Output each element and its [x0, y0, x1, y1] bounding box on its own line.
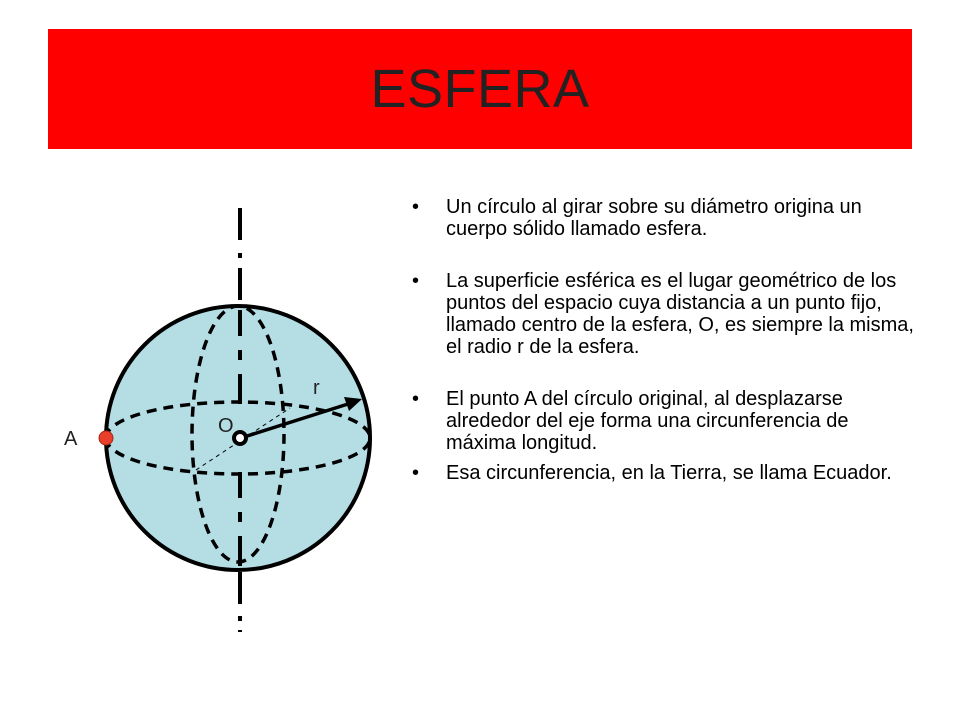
bullet-item: • El punto A del círculo original, al desplazarse alrededor del eje forma una circunferencia de máxima longitud.: [412, 388, 922, 454]
point-a-label: A: [64, 428, 78, 450]
radius-label: r: [313, 377, 320, 399]
bullet-item: • Esa circunferencia, en la Tierra, se llama Ecuador.: [412, 462, 922, 484]
slide-title: ESFERA: [370, 59, 590, 119]
bullet-list: [412, 196, 922, 484]
bullet-item: • La superficie esférica es el lugar geométrico de los puntos del espacio cuya distancia a un punto fijo, llamado centro de la esfera, O, es siempre la misma, el radio r de la esfera.: [412, 270, 922, 358]
bullet-item: • Un círculo al girar sobre su diámetro origina un cuerpo sólido llamado esfera.: [412, 196, 922, 240]
point-a: [99, 431, 113, 445]
center-point: [234, 432, 246, 444]
center-label: O: [218, 415, 234, 437]
